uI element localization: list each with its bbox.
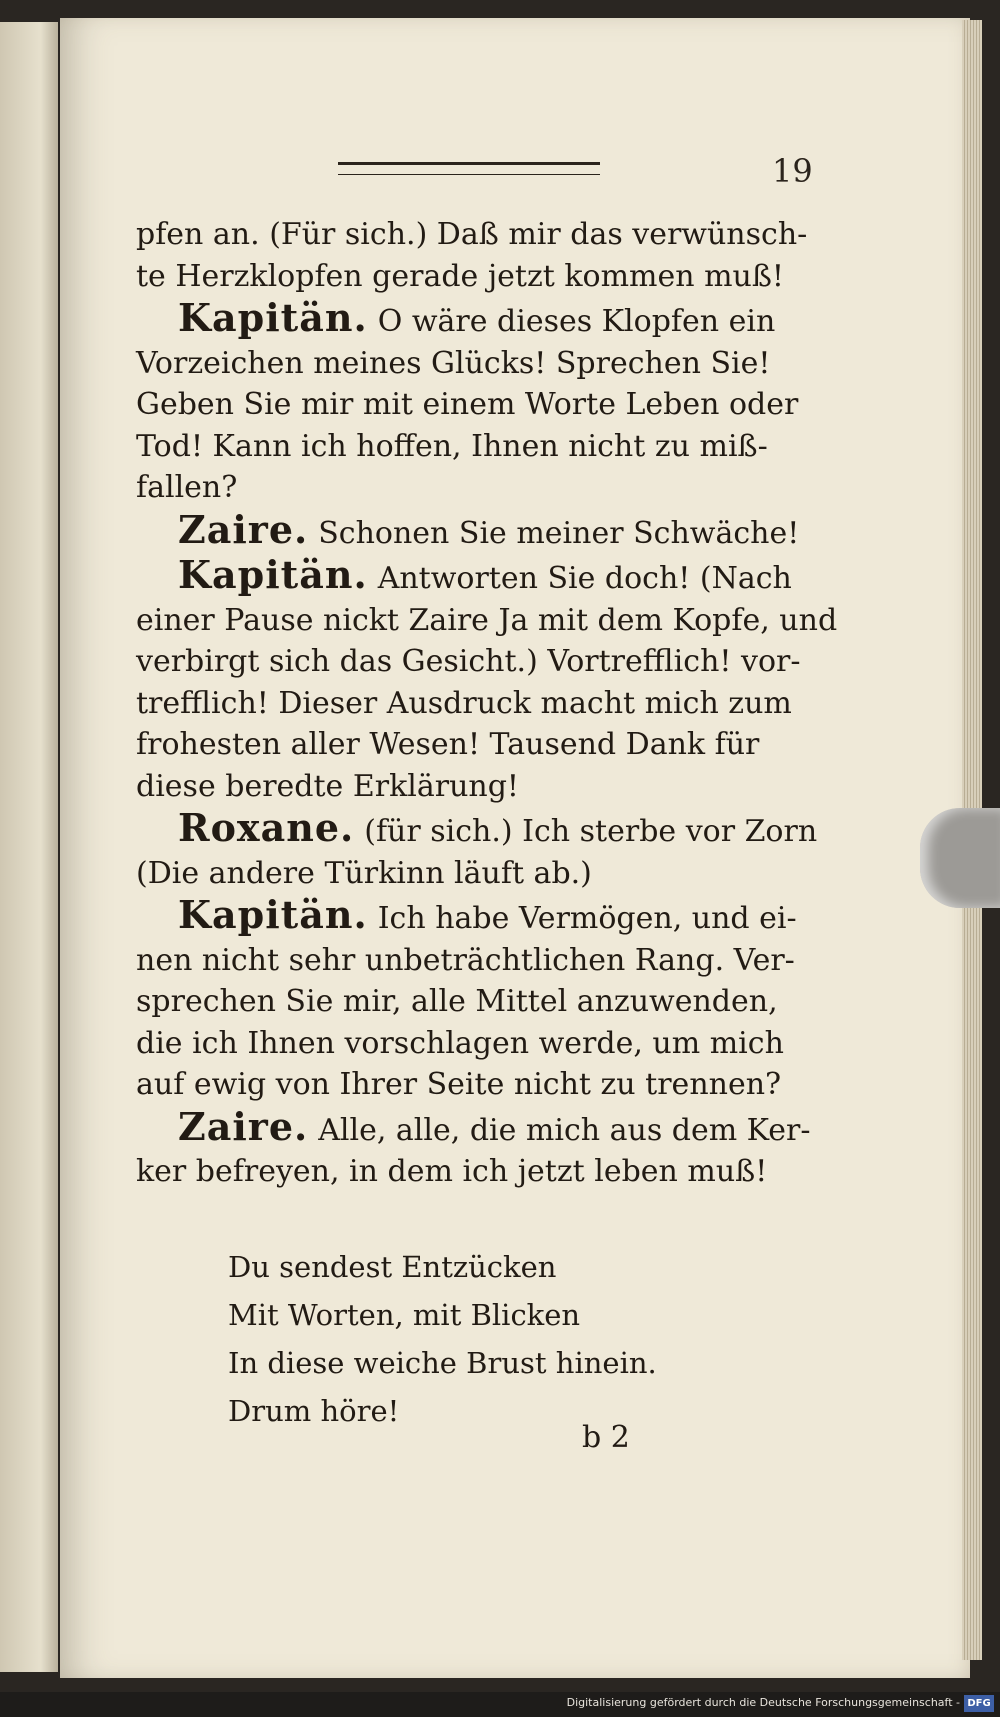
- text-line: fallen?: [136, 470, 238, 505]
- text-line: [136, 1103, 816, 1152]
- line-text: Schonen Sie meiner Schwäche!: [318, 515, 800, 551]
- text-line: Vorzeichen meines Glücks! Sprechen Sie!: [136, 345, 771, 381]
- text-line: (Die andere Türkinn läuft ab.): [136, 855, 592, 891]
- page-number: 19: [772, 152, 813, 190]
- dfg-logo: DFG: [964, 1695, 994, 1712]
- signature-mark: b 2: [582, 1420, 630, 1455]
- facing-page-edge: [0, 22, 58, 1672]
- text-line: [136, 554, 816, 600]
- page-clip: [920, 808, 1000, 908]
- text-line: Tod! Kann ich hoffen, Ihnen nicht zu miß-: [136, 428, 768, 464]
- text-line: [136, 297, 816, 343]
- speaker-name: Kapitän.: [178, 552, 368, 597]
- line-text: Alle, alle, die mich aus dem Ker-: [318, 1112, 811, 1148]
- verse-line: In diese weiche Brust hinein.: [228, 1346, 657, 1380]
- speaker-name: Roxane.: [178, 805, 355, 850]
- text-line: ker befreyen, in dem ich jetzt leben muß!: [136, 1154, 768, 1189]
- text-line: auf ewig von Ihrer Seite nicht zu trennen?: [136, 1067, 782, 1102]
- body-text: [136, 214, 838, 1193]
- line-text: Antworten Sie doch! (Nach: [377, 561, 792, 596]
- speaker-name: Kapitän.: [178, 892, 368, 937]
- verse-line: Drum höre!: [228, 1394, 400, 1428]
- footer-bar: [0, 1692, 1000, 1717]
- speaker-name: Zaire.: [178, 1103, 309, 1149]
- verse-line: Mit Worten, mit Blicken: [228, 1298, 581, 1332]
- text-line: nen nicht sehr unbeträchtlichen Rang. Ver-: [136, 942, 795, 978]
- speaker-name: Kapitän.: [178, 295, 368, 340]
- verse-line: Du sendest Entzücken: [228, 1250, 557, 1284]
- line-text: Ich habe Vermögen, und ei-: [377, 901, 797, 936]
- footer-credit: Digitalisierung gefördert durch die Deutsche Forschungsgemeinschaft -: [566, 1696, 960, 1709]
- text-line: trefflich! Dieser Ausdruck macht mich zum: [136, 685, 792, 721]
- text-line: die ich Ihnen vorschlagen werde, um mich: [136, 1025, 784, 1061]
- verse-block: [228, 1243, 657, 1435]
- text-line: frohesten aller Wesen! Tausend Dank für: [136, 727, 760, 762]
- text-line: [136, 894, 816, 940]
- text-line: diese beredte Erklärung!: [136, 768, 519, 804]
- text-line: te Herzklopfen gerade jetzt kommen muß!: [136, 258, 784, 294]
- text-line: [136, 807, 816, 853]
- line-text: O wäre dieses Klopfen ein: [377, 304, 776, 339]
- text-line: [136, 506, 816, 555]
- text-line: verbirgt sich das Gesicht.) Vortrefflich! vor-: [136, 644, 801, 679]
- line-text: (für sich.) Ich sterbe vor Zorn: [364, 814, 818, 849]
- header-rule: [338, 162, 600, 175]
- text-line: pfen an. (Für sich.) Daß mir das verwünsch-: [136, 217, 808, 252]
- text-line: einer Pause nickt Zaire Ja mit dem Kopfe, und: [136, 602, 838, 638]
- text-line: sprechen Sie mir, alle Mittel anzuwenden,: [136, 984, 778, 1019]
- text-line: Geben Sie mir mit einem Worte Leben oder: [136, 387, 799, 422]
- speaker-name: Zaire.: [178, 506, 309, 552]
